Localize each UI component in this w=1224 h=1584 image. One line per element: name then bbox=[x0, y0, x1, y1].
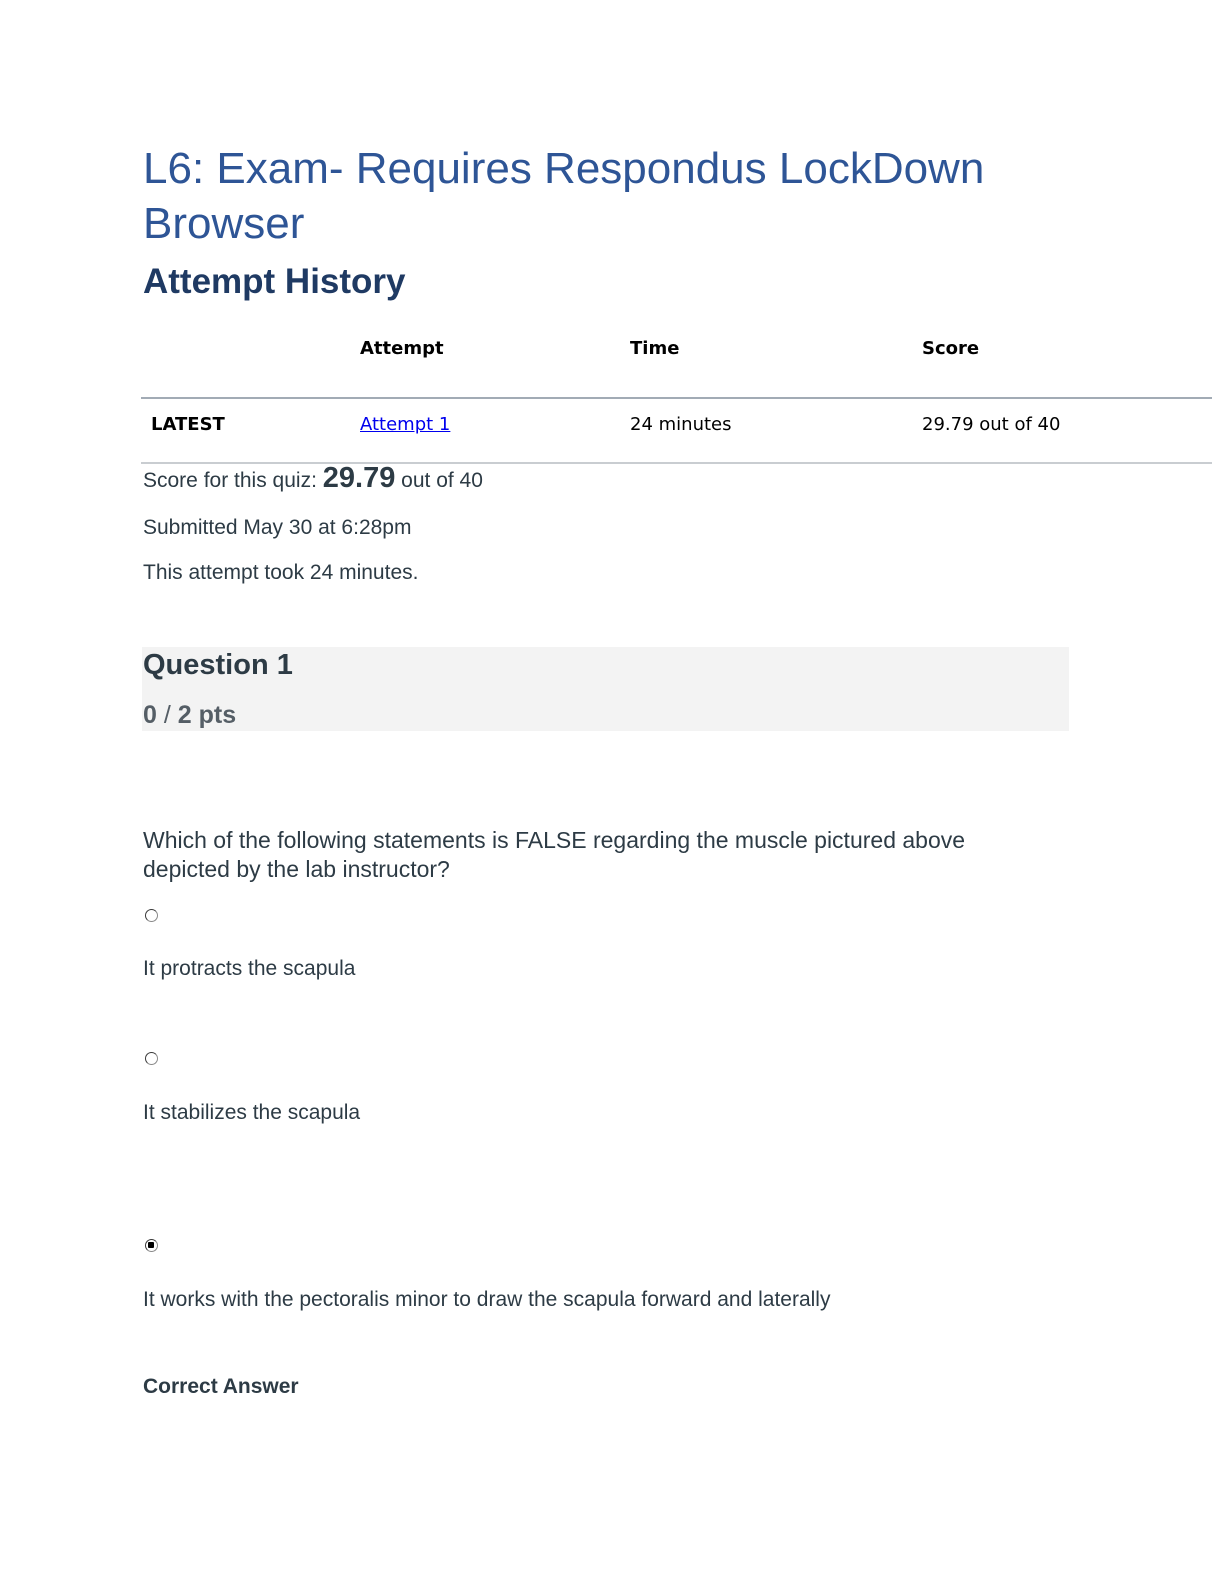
score-suffix: out of 40 bbox=[401, 469, 483, 492]
submitted-text: Submitted May 30 at 6:28pm bbox=[143, 516, 412, 539]
table-header-score: Score bbox=[922, 338, 980, 359]
attempt-score: 29.79 out of 40 bbox=[922, 414, 1061, 435]
question-header bbox=[142, 647, 1069, 731]
table-header-row bbox=[141, 320, 1212, 399]
page-title: L6: Exam- Requires Respondus LockDown Browser bbox=[143, 144, 985, 248]
question-points bbox=[143, 700, 236, 730]
attempt-history-heading: Attempt History bbox=[143, 262, 406, 301]
answer-2-radio[interactable] bbox=[145, 1052, 158, 1065]
question-title: Question 1 bbox=[143, 649, 293, 681]
answer-1-text: It protracts the scapula bbox=[143, 957, 356, 980]
points-earned: 0 bbox=[143, 701, 157, 729]
attempt-1-link[interactable]: Attempt 1 bbox=[360, 414, 451, 435]
attempt-time: 24 minutes bbox=[630, 414, 732, 435]
points-possible: 2 pts bbox=[177, 701, 237, 729]
question-text: Which of the following statements is FALSE regarding the muscle pictured above depicted by the lab instructor? bbox=[143, 827, 966, 882]
correct-answer-label: Correct Answer bbox=[143, 1375, 299, 1398]
answer-2-text: It stabilizes the scapula bbox=[143, 1101, 361, 1124]
answer-3-text: It works with the pectoralis minor to draw the scapula forward and laterally bbox=[143, 1288, 831, 1311]
score-value: 29.79 bbox=[322, 462, 396, 494]
points-separator: / bbox=[163, 701, 171, 729]
quiz-score-line bbox=[143, 462, 483, 495]
table-row bbox=[141, 399, 1212, 464]
score-prefix: Score for this quiz: bbox=[143, 469, 317, 492]
attempt-duration-text: This attempt took 24 minutes. bbox=[143, 561, 419, 584]
attempt-history-table bbox=[141, 320, 1212, 464]
table-header-attempt: Attempt bbox=[360, 338, 444, 359]
latest-label: LATEST bbox=[151, 414, 225, 435]
answer-3-radio-selected[interactable] bbox=[145, 1239, 158, 1252]
answer-1-radio[interactable] bbox=[145, 909, 158, 922]
table-header-time: Time bbox=[630, 338, 680, 359]
